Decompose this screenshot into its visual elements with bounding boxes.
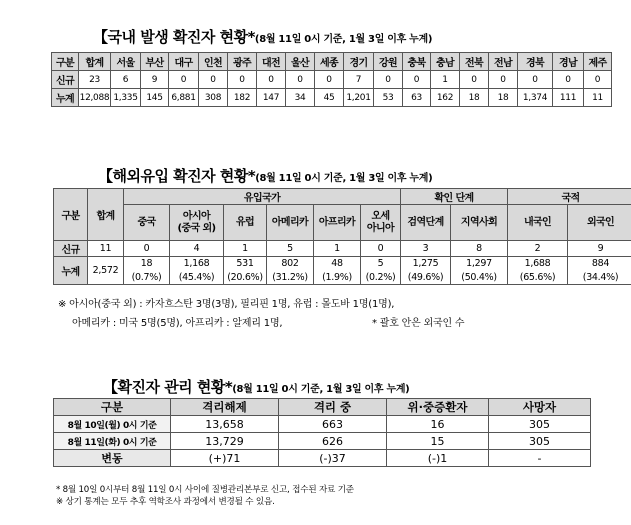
domestic-new-cell: 0: [489, 71, 518, 89]
domestic-table: [51, 52, 612, 107]
management-header-cell: 구분: [54, 399, 171, 416]
overseas-cum-cell: 1,688: [508, 257, 568, 271]
overseas-pct-row: [54, 271, 631, 285]
overseas-pct-cell: (45.4%): [170, 271, 224, 285]
domestic-new-cell: 0: [584, 71, 612, 89]
management-cell: 13,658: [171, 416, 279, 433]
overseas-note-3: * 괄호 안은 외국인 수: [372, 318, 465, 329]
domestic-cum-cell: 1,201: [344, 89, 374, 107]
overseas-cum-total: 2,572: [88, 257, 124, 285]
domestic-new-cell: 0: [374, 71, 403, 89]
overseas-cum-cell: 1,275: [401, 257, 451, 271]
domestic-header-cell: 전남: [489, 53, 518, 71]
domestic-cum-cell: 34: [286, 89, 315, 107]
overseas-subheader-cell: 아프리카: [314, 205, 361, 241]
overseas-cum-cell: 48: [314, 257, 361, 271]
domestic-cum-cell: 11: [584, 89, 612, 107]
overseas-new-cell: 3: [401, 241, 451, 257]
management-row: [54, 433, 591, 450]
overseas-pct-cell: (20.6%): [224, 271, 267, 285]
management-cell: 15: [387, 433, 489, 450]
footnote-2: ※ 상기 통계는 모두 추후 역학조사 과정에서 변경될 수 있음.: [56, 497, 275, 507]
overseas-pct-cell: (49.6%): [401, 271, 451, 285]
domestic-header-cell: 서울: [111, 53, 141, 71]
domestic-header-cell: 전북: [460, 53, 489, 71]
management-row-label: 8월 11일(화) 0시 기준: [54, 433, 171, 450]
domestic-header-row: [52, 53, 612, 71]
overseas-subheader-cell: 지역사회: [451, 205, 508, 241]
domestic-header-cell: 충북: [403, 53, 431, 71]
domestic-new-cell: 6: [111, 71, 141, 89]
management-cell: 626: [279, 433, 387, 450]
domestic-cum-cell: 1,374: [518, 89, 553, 107]
domestic-cum-cell: 53: [374, 89, 403, 107]
domestic-cum-cell: 12,088: [79, 89, 111, 107]
overseas-h-gubun: 구분: [54, 189, 88, 241]
domestic-new-cell: 0: [518, 71, 553, 89]
overseas-subheader-cell: 오세 아니아: [361, 205, 401, 241]
domestic-new-cell: 7: [344, 71, 374, 89]
overseas-new-total: 11: [88, 241, 124, 257]
domestic-cum-cell: 1,335: [111, 89, 141, 107]
domestic-new-cell: 1: [431, 71, 460, 89]
overseas-pct-cell: (1.9%): [314, 271, 361, 285]
management-change-cell: (+)71: [171, 450, 279, 467]
domestic-cum-cell: 6,881: [169, 89, 199, 107]
management-title: 【확진자 관리 현황* (8월 11일 0시 기준, 1월 3일 이후 누계): [103, 378, 410, 396]
overseas-new-cell: 0: [361, 241, 401, 257]
domestic-header-cell: 구분: [52, 53, 79, 71]
domestic-header-cell: 인천: [199, 53, 228, 71]
domestic-header-cell: 울산: [286, 53, 315, 71]
overseas-h-origin: 유입국가: [124, 189, 401, 205]
overseas-new-cell: 8: [451, 241, 508, 257]
overseas-new-cell: 9: [568, 241, 631, 257]
overseas-pct-cell: (34.4%): [568, 271, 631, 285]
overseas-subheader-cell: 아시아 (중국 외): [170, 205, 224, 241]
domestic-cum-cell: 111: [553, 89, 584, 107]
overseas-new-cell: 5: [267, 241, 314, 257]
domestic-header-cell: 대구: [169, 53, 199, 71]
overseas-subheader-cell: 외국인: [568, 205, 631, 241]
overseas-pct-cell: (65.6%): [508, 271, 568, 285]
domestic-new-cell: 0: [199, 71, 228, 89]
management-change-cell: -: [489, 450, 591, 467]
overseas-h-stage: 확인 단계: [401, 189, 508, 205]
overseas-title: 【해외유입 확진자 현황* (8월 11일 0시 기준, 1월 3일 이후 누계): [98, 167, 433, 185]
domestic-header-cell: 경북: [518, 53, 553, 71]
domestic-new-row: [52, 71, 612, 89]
overseas-pct-cell: (0.7%): [124, 271, 170, 285]
domestic-cum-cell: 63: [403, 89, 431, 107]
domestic-cum-cell: 182: [228, 89, 257, 107]
management-change-row: [54, 450, 591, 467]
domestic-cum-cell: 45: [315, 89, 344, 107]
overseas-new-row: [54, 241, 631, 257]
domestic-cum-row: [52, 89, 612, 107]
domestic-new-cell: 0: [553, 71, 584, 89]
overseas-cum-row: [54, 257, 631, 271]
overseas-new-cell: 1: [314, 241, 361, 257]
domestic-header-cell: 합계: [79, 53, 111, 71]
overseas-note-2: 아메리카 : 미국 5명(5명), 아프리카 : 알제리 1명,: [72, 318, 283, 329]
domestic-new-cell: 0: [228, 71, 257, 89]
overseas-new-cell: 2: [508, 241, 568, 257]
overseas-new-label: 신규: [54, 241, 88, 257]
domestic-new-cell: 0: [257, 71, 286, 89]
domestic-cum-cell: 147: [257, 89, 286, 107]
management-cell: 16: [387, 416, 489, 433]
domestic-cum-cell: 308: [199, 89, 228, 107]
domestic-header-cell: 세종: [315, 53, 344, 71]
management-cell: 305: [489, 416, 591, 433]
domestic-header-cell: 경남: [553, 53, 584, 71]
overseas-h-total: 합계: [88, 189, 124, 241]
overseas-h-nationality: 국적: [508, 189, 631, 205]
overseas-note-1: ※ 아시아(중국 외) : 카자흐스탄 3명(3명), 필리핀 1명, 유럽 : 몰도바 1명(1명),: [58, 299, 395, 310]
management-header-cell: 사망자: [489, 399, 591, 416]
overseas-cum-cell: 5: [361, 257, 401, 271]
domestic-header-cell: 경기: [344, 53, 374, 71]
domestic-new-label: 신규: [52, 71, 79, 89]
overseas-table: [53, 188, 631, 285]
overseas-new-cell: 1: [224, 241, 267, 257]
management-change-cell: (-)1: [387, 450, 489, 467]
overseas-cum-cell: 531: [224, 257, 267, 271]
overseas-subheader-row: [54, 205, 631, 241]
overseas-new-cell: 0: [124, 241, 170, 257]
domestic-cum-cell: 18: [460, 89, 489, 107]
overseas-cum-cell: 884: [568, 257, 631, 271]
overseas-cum-label: 누계: [54, 257, 88, 285]
domestic-cum-cell: 18: [489, 89, 518, 107]
domestic-header-cell: 광주: [228, 53, 257, 71]
domestic-new-cell: 0: [460, 71, 489, 89]
domestic-new-cell: 0: [169, 71, 199, 89]
management-header-cell: 격리해제: [171, 399, 279, 416]
overseas-subheader-cell: 유럽: [224, 205, 267, 241]
domestic-header-cell: 강원: [374, 53, 403, 71]
management-cell: 13,729: [171, 433, 279, 450]
management-table: [53, 398, 591, 467]
overseas-new-cell: 4: [170, 241, 224, 257]
domestic-new-cell: 0: [286, 71, 315, 89]
domestic-new-cell: 9: [141, 71, 169, 89]
management-header-cell: 격리 중: [279, 399, 387, 416]
management-cell: 305: [489, 433, 591, 450]
domestic-new-cell: 23: [79, 71, 111, 89]
management-change-label: 변동: [54, 450, 171, 467]
management-header-cell: 위·중증환자: [387, 399, 489, 416]
overseas-pct-cell: (0.2%): [361, 271, 401, 285]
overseas-subheader-cell: 아메리카: [267, 205, 314, 241]
domestic-header-cell: 부산: [141, 53, 169, 71]
management-cell: 663: [279, 416, 387, 433]
overseas-cum-cell: 1,297: [451, 257, 508, 271]
domestic-cum-cell: 162: [431, 89, 460, 107]
domestic-title: 【국내 발생 확진자 현황* (8월 11일 0시 기준, 1월 3일 이후 누계): [93, 28, 433, 46]
overseas-subheader-cell: 중국: [124, 205, 170, 241]
management-row-label: 8월 10일(월) 0시 기준: [54, 416, 171, 433]
overseas-pct-cell: (31.2%): [267, 271, 314, 285]
domestic-cum-label: 누계: [52, 89, 79, 107]
overseas-cum-cell: 802: [267, 257, 314, 271]
domestic-new-cell: 0: [315, 71, 344, 89]
domestic-new-cell: 0: [403, 71, 431, 89]
overseas-subheader-cell: 내국인: [508, 205, 568, 241]
overseas-cum-cell: 1,168: [170, 257, 224, 271]
management-header-row: [54, 399, 591, 416]
domestic-header-cell: 대전: [257, 53, 286, 71]
domestic-header-cell: 충남: [431, 53, 460, 71]
management-row: [54, 416, 591, 433]
overseas-pct-cell: (50.4%): [451, 271, 508, 285]
footnote-1: * 8월 10일 0시부터 8월 11일 0시 사이에 질병관리본부로 신고, 접수된 자료 기준: [56, 485, 354, 495]
overseas-subheader-cell: 검역단계: [401, 205, 451, 241]
domestic-cum-cell: 145: [141, 89, 169, 107]
overseas-cum-cell: 18: [124, 257, 170, 271]
management-change-cell: (-)37: [279, 450, 387, 467]
domestic-header-cell: 제주: [584, 53, 612, 71]
